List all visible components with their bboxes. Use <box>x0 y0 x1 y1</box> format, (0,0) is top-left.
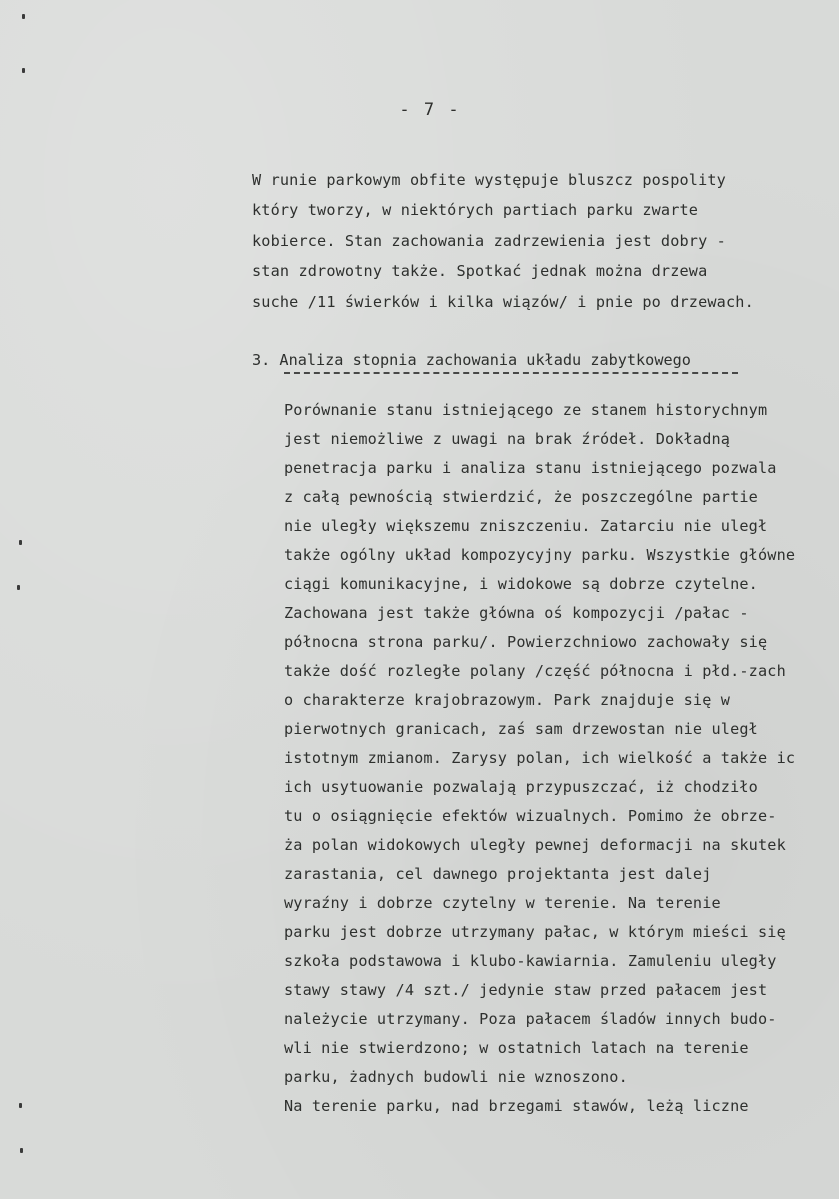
text-line: wyraźny i dobrze czytelny w terenie. Na terenie <box>284 894 721 912</box>
text-line: północna strona parku/. Powierzchniowo zachowały się <box>284 633 768 651</box>
text-line: Na terenie parku, nad brzegami stawów, leżą liczne <box>284 1097 749 1115</box>
text-line: stan zdrowotny także. Spotkać jednak można drzewa <box>252 262 708 280</box>
heading-underline <box>284 372 738 374</box>
punch-mark <box>17 585 20 590</box>
text-line: pierwotnych granicach, zaś sam drzewostan nie uległ <box>284 720 758 738</box>
text-line: suche /11 świerków i kilka wiązów/ i pnie po drzewach. <box>252 293 754 311</box>
text-line: z całą pewnością stwierdzić, że poszczególne partie <box>284 488 758 506</box>
text-line: o charakterze krajobrazowym. Park znajduje się w <box>284 691 731 709</box>
text-line: kobierce. Stan zachowania zadrzewienia jest dobry - <box>252 232 726 250</box>
text-line: szkoła podstawowa i klubo-kawiarnia. Zamuleniu uległy <box>284 952 777 970</box>
text-line: tu o osiągnięcie efektów wizualnych. Pomimo że obrze- <box>284 807 777 825</box>
text-line: nie uległy większemu zniszczeniu. Zatarciu nie uległ <box>284 517 768 535</box>
text-line: także dość rozległe polany /część północna i płd.-zach <box>284 662 786 680</box>
punch-mark <box>20 1148 23 1153</box>
text-line: jest niemożliwe z uwagi na brak źródeł. Dokładną <box>284 430 731 448</box>
text-line: stawy stawy /4 szt./ jedynie staw przed pałacem jest <box>284 981 768 999</box>
section-heading: 3. Analiza stopnia zachowania układu zabytkowego <box>252 351 691 369</box>
text-line: ich usytuowanie pozwalają przypuszczać, iż chodziło <box>284 778 758 796</box>
punch-mark <box>22 68 25 73</box>
punch-mark <box>22 14 25 19</box>
punch-mark <box>19 540 22 545</box>
text-line: który tworzy, w niektórych partiach parku zwarte <box>252 201 699 219</box>
text-line: parku jest dobrze utrzymany pałac, w którym mieści się <box>284 923 786 941</box>
text-line: także ogólny układ kompozycyjny parku. Wszystkie główne <box>284 546 796 564</box>
text-line: penetracja parku i analiza stanu istniejącego pozwala <box>284 459 777 477</box>
text-line: istotnym zmianom. Zarysy polan, ich wielkość a także ic <box>284 749 796 767</box>
text-line: Zachowana jest także główna oś kompozycji /pałac - <box>284 604 749 622</box>
text-line: W runie parkowym obfite występuje bluszcz pospolity <box>252 171 726 189</box>
text-line: ciągi komunikacyjne, i widokowe są dobrze czytelne. <box>284 575 758 593</box>
text-line: parku, żadnych budowli nie wznoszono. <box>284 1068 628 1086</box>
punch-mark <box>19 1103 22 1108</box>
text-line: wli nie stwierdzono; w ostatnich latach na terenie <box>284 1039 749 1057</box>
page-number: - 7 - <box>399 100 461 120</box>
text-line: zarastania, cel dawnego projektanta jest dalej <box>284 865 712 883</box>
text-line: ża polan widokowych uległy pewnej deformacji na skutek <box>284 836 786 854</box>
text-line: Porównanie stanu istniejącego ze stanem historychnym <box>284 401 768 419</box>
text-line: należycie utrzymany. Poza pałacem śladów innych budo- <box>284 1010 777 1028</box>
